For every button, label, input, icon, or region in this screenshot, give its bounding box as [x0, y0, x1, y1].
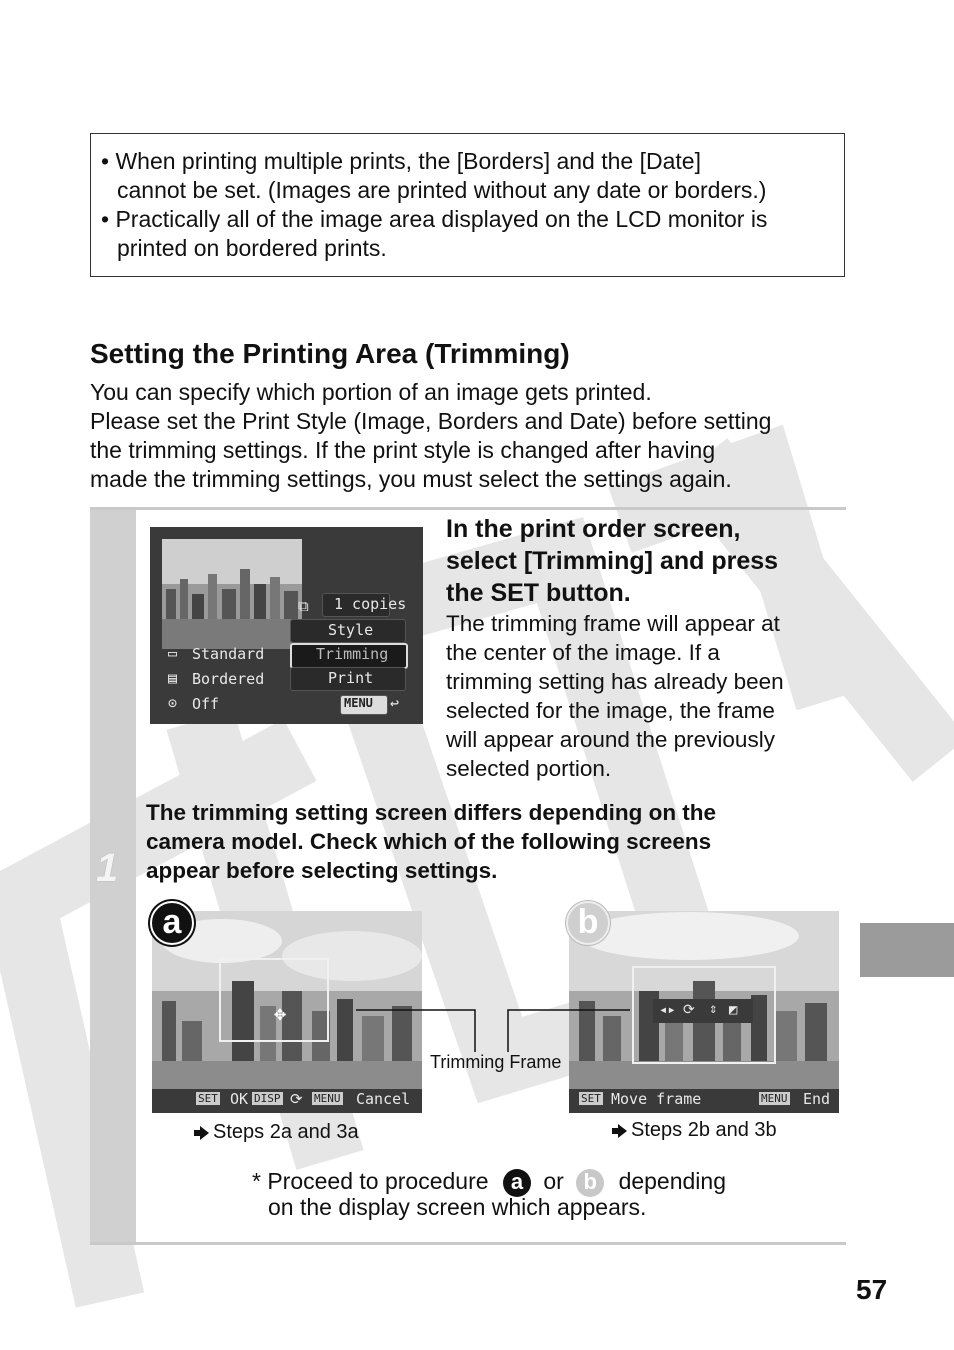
arrows-lr-icon: ◂▸	[659, 1002, 676, 1018]
ref-steps-a	[200, 1121, 359, 1144]
ref-arrow-icon	[618, 1124, 627, 1138]
lcd-print-order-screen	[150, 527, 423, 724]
intro-line: made the trimming settings, you must select the settings again.	[90, 466, 732, 492]
mini-badge-a: a	[503, 1169, 531, 1197]
ref-steps-b	[618, 1119, 777, 1142]
city-thumbnail	[162, 539, 302, 649]
note-line: • Practically all of the image area displayed on the LCD monitor is	[101, 206, 768, 232]
footnote-text: Proceed to procedure	[267, 1168, 489, 1194]
step-description: selected for the image, the frame	[446, 698, 775, 723]
mini-badge-b: b	[576, 1169, 604, 1197]
intro-line: Please set the Print Style (Image, Borders and Date) before setting	[90, 408, 772, 434]
footnote-star: *	[252, 1168, 261, 1194]
page-number: 57	[856, 1274, 888, 1305]
cancel-label: Cancel	[356, 1090, 411, 1108]
footnote-text: depending	[618, 1168, 727, 1194]
note-line: cannot be set. (Images are printed without any date or borders.)	[117, 177, 767, 203]
footnote	[252, 1168, 726, 1197]
off-label: Off	[192, 695, 220, 713]
step-number: 1	[96, 846, 119, 890]
note-box	[90, 133, 845, 277]
notice-line: camera model. Check which of the following screens	[146, 829, 712, 854]
zoom-icon: ⌕	[332, 963, 343, 984]
move-frame-label: Move frame	[611, 1090, 702, 1108]
note-line: printed on bordered prints.	[117, 235, 387, 261]
step-bottom-rule	[90, 1242, 846, 1245]
step-description: trimming setting has already been	[446, 669, 784, 694]
ref-text: Steps 2b and 3b	[631, 1119, 777, 1141]
footnote-line2: on the display screen which appears.	[268, 1194, 647, 1220]
frame-size-icon: ◩	[729, 1002, 738, 1018]
footnote-text: or	[543, 1168, 564, 1194]
ref-arrow-icon	[200, 1126, 209, 1140]
set-key-label: SET	[581, 1092, 601, 1105]
style-label: Style	[328, 621, 374, 639]
end-label: End	[803, 1090, 831, 1108]
badge-a: a	[150, 901, 194, 945]
menu-key-label: MENU	[761, 1092, 788, 1105]
trimming-label: Trimming	[316, 645, 389, 663]
step-description: The trimming frame will appear at	[446, 611, 780, 636]
menu-key-label: MENU	[314, 1092, 341, 1105]
print-label: Print	[328, 669, 374, 687]
section-title: Setting the Printing Area (Trimming)	[90, 338, 570, 369]
menu-label: MENU	[344, 696, 373, 710]
intro-line: the trimming settings. If the print style is changed after having	[90, 437, 716, 463]
step-description: will appear around the previously	[446, 727, 775, 752]
move-cursor-icon: ✥	[274, 1001, 287, 1025]
chapter-tab	[860, 923, 954, 977]
disp-key-label: DISP	[254, 1092, 281, 1105]
standard-label: Standard	[192, 645, 265, 663]
arrows-ud-icon: ⇕	[709, 1001, 718, 1017]
intro-line: You can specify which portion of an image gets printed.	[90, 379, 652, 405]
date-off-icon: ⊙	[168, 694, 178, 712]
step-heading: In the print order screen,	[446, 515, 741, 543]
grid-icon: ▦	[357, 931, 367, 950]
bordered-icon: ▤	[168, 669, 178, 687]
rotate-frame-icon: ⟳	[683, 1002, 695, 1018]
badge-b: b	[566, 901, 610, 945]
notice-line: The trimming setting screen differs depending on the	[146, 800, 717, 825]
standard-icon: ▭	[168, 644, 178, 662]
step-heading: select [Trimming] and press	[446, 547, 779, 575]
note-line: • When printing multiple prints, the [Borders] and the [Date]	[101, 148, 701, 174]
trimming-frame-label: Trimming Frame	[430, 1052, 562, 1072]
ok-label: OK	[230, 1090, 249, 1108]
step-heading: the SET button.	[446, 579, 631, 607]
set-key-label: SET	[198, 1092, 218, 1105]
step-top-rule	[90, 507, 846, 510]
copies-icon: ⧉	[298, 597, 309, 615]
bordered-label: Bordered	[192, 670, 265, 688]
copies-label: 1 copies	[334, 595, 407, 613]
trimming-frame-callout-lines	[340, 1000, 640, 1060]
return-icon: ↩	[390, 694, 400, 712]
ref-text: Steps 2a and 3a	[213, 1121, 359, 1143]
rotate-frame-icon: ⟳	[290, 1090, 303, 1108]
step-description: selected portion.	[446, 756, 612, 781]
step-description: the center of the image. If a	[446, 640, 720, 665]
notice-line: appear before selecting settings.	[146, 858, 498, 883]
